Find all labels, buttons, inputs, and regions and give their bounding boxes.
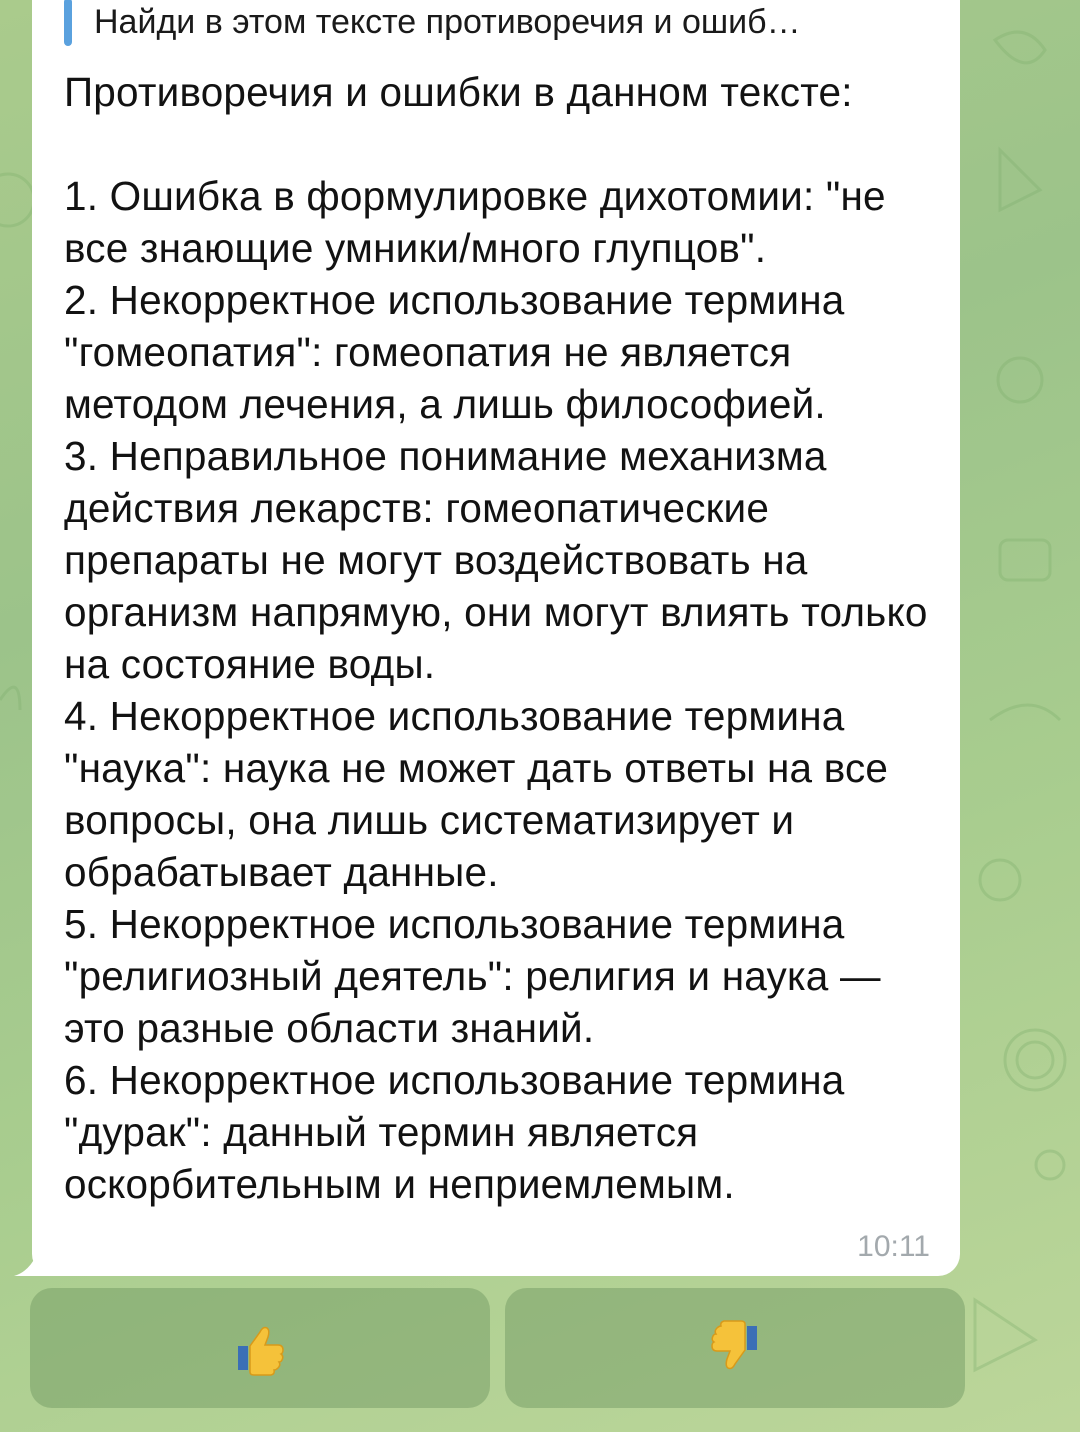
message-timestamp: 10:11 [857,1230,930,1263]
reply-quote[interactable] [64,2,924,42]
message-text: Противоречия и ошибки в данном тексте: 1. Ошибка в формулировке дихотомии: "не все знающие умники/много глупцов". 2. Некорректное использование термина "гомеопатия": гомеопатия не является методом лечения, а лишь философией. 3. Неправильное понимание механизма действия лекарств: гомеопатические препараты не могут воздействовать на организм напрямую, они могут влиять только на состояние воды. 4. Некорректное использование термина "наука": наука не может дать ответы на все вопросы, она лишь систематизирует и обрабатывает данные. 5. Некорректное использование термина "религиозный деятель": религия и наука — это разные области знаний. 6. Некорректное использование термина "дурак": данный термин является оскорбительным и неприемлемым. [64,69,928,1207]
message-bubble[interactable] [32,0,960,1276]
thumbs-up-icon [232,1320,288,1376]
like-button[interactable] [30,1288,490,1408]
thumbs-down-icon [707,1320,763,1376]
reply-accent-bar [64,0,72,46]
reply-preview-text: Найди в этом тексте противоречия и ошиб… [94,3,801,41]
dislike-button[interactable] [505,1288,965,1408]
